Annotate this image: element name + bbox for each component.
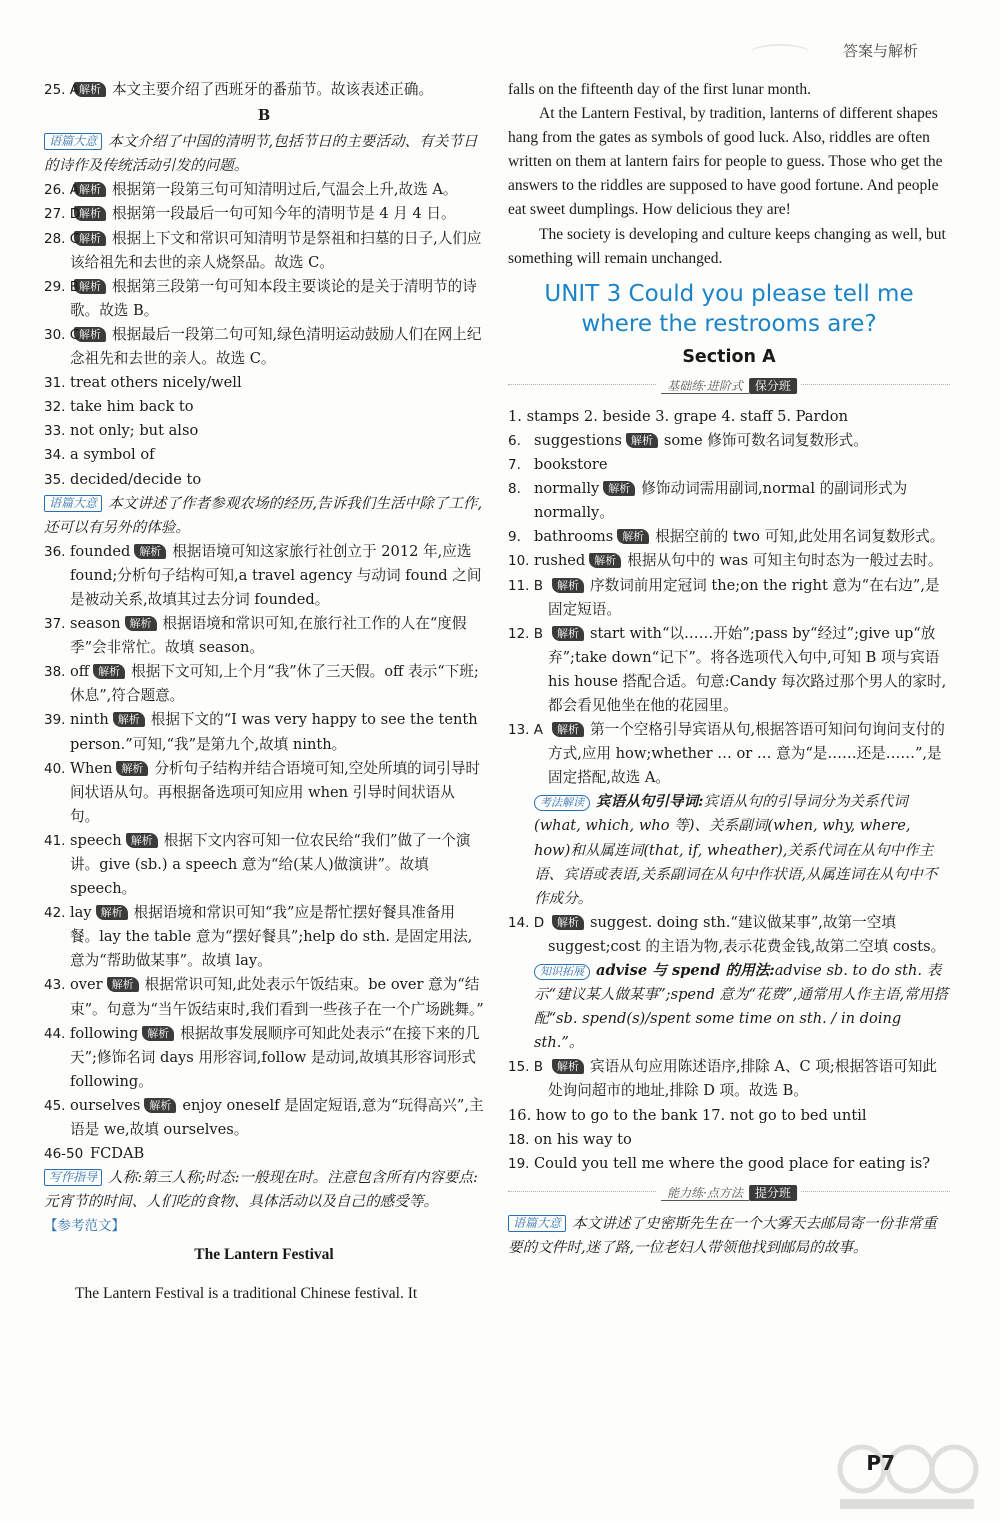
answer-37: 37. season 解析 根据语境和常识可知,在旅行社工作的人在“度假季”会非常忙。故填 season。 bbox=[44, 615, 467, 657]
summary-1: 语篇大意 本文介绍了中国的清明节,包括节日的主要活动、有关节日的诗作及传统活动引发的问题。 bbox=[44, 133, 478, 175]
right-column bbox=[508, 78, 950, 1260]
answer-41: 41. speech 解析 根据下文内容可知一位农民给“我们”做了一个演讲。give (sb.) a speech 意为“给(某人)做演讲”。故填 speech。 bbox=[44, 831, 471, 898]
answer-15: 15. B 解析 宾语从句应用陈述语序,排除 A、C 项;根据答语可知此处询问超市的地址,排除 D 项。故选 B。 bbox=[508, 1058, 938, 1100]
answer-32: 32. take him back to bbox=[44, 398, 194, 416]
answer-33: 33. not only; but also bbox=[44, 422, 199, 440]
answer-18: 18. on his way to bbox=[508, 1130, 632, 1148]
summary-right: 语篇大意 本文讲述了史密斯先生在一个大雾天去邮局寄一份非常重要的文件时,迷了路,一位老妇人带领他找到邮局的故事。 bbox=[508, 1214, 937, 1256]
answer-10: 10. rushed 解析 根据从句中的 was 可知主句时态为一般过去时。 bbox=[508, 552, 943, 570]
answer-36: 36. founded 解析 根据语境可知这家旅行社创立于 2012 年,应选 found;分析句子结构可知,a travel agency 与动词 found 之间是被动关系,故填其过去分词 founded。 bbox=[44, 542, 482, 608]
essay-continuation: falls on the fifteenth day of the first lunar month. bbox=[508, 81, 812, 98]
answer-27: 27. D 解析 根据第一段最后一句可知今年的清明节是 4 月 4 日。 bbox=[44, 205, 456, 223]
tip-advise-spend: 知识拓展 advise 与 spend 的用法:advise sb. to do sth. 表示“建议某人做某事”;spend 意为“花费”,通常用人作主语,常用搭配“sb. spend(s)/spent some time on sth. / in doing sth.”。 bbox=[534, 962, 948, 1052]
answer-42: 42. lay 解析 根据语境和常识可知“我”应是帮忙摆好餐具准备用餐。lay the table 意为“摆好餐具”;help do sth. 是固定用法,意为“帮助做某事”。故填 lay。 bbox=[44, 904, 473, 970]
tip-object-clause: 考法解读 宾语从句引导词:宾语从句的引导词分为关系代词(what, which, who 等)、关系副词(when, why, where, how)和从属连词(that, if, wheather),关系代词在从句中作主语、宾语或表语,关系副词在从句中作状语,从属连词在从句中不作成分。 bbox=[534, 793, 938, 907]
answer-25: 25. A 解析 本文主要介绍了西班牙的番茄节。故该表述正确。 bbox=[44, 81, 434, 98]
reference-label: 【参考范文】 bbox=[44, 1218, 125, 1235]
answer-26: 26. A 解析 根据第一段第三句可知清明过后,气温会上升,故选 A。 bbox=[44, 181, 458, 199]
band-basic: 基础练·进阶式 保分班 bbox=[508, 373, 950, 397]
section-heading: Section A bbox=[682, 346, 776, 367]
answer-43: 43. over 解析 根据常识可知,此处表示午饭结束。be over 意为“结束”。句意为“当午饭结束时,我们看到一些孩子在一个广场跳舞。” bbox=[44, 976, 484, 1018]
answer-31: 31. treat others nicely/well bbox=[44, 374, 242, 392]
writing-guide: 写作指导 人称:第三人称;时态:一般现在时。注意包含所有内容要点:元宵节的时间、人们吃的食物、具体活动以及自己的感受等。 bbox=[44, 1169, 478, 1211]
answer-7: 7. bookstore bbox=[508, 456, 608, 474]
essay-paragraph-1: The Lantern Festival is a traditional Chinese festival. It bbox=[75, 1285, 418, 1303]
left-column bbox=[44, 78, 484, 1306]
answers-1-5: 1. stamps 2. beside 3. grape 4. staff 5. Pardon bbox=[508, 407, 848, 425]
answer-29: 29. B 解析 根据第三段第一句可知本段主要谈论的是关于清明节的诗歌。故选 B。 bbox=[44, 277, 477, 319]
summary-2: 语篇大意 本文讲述了作者参观农场的经历,告诉我们生活中除了工作,还可以有另外的体验。 bbox=[44, 494, 483, 536]
answer-8: 8. normally 解析 修饰动词需用副词,normal 的副词形式为 normally。 bbox=[508, 480, 908, 522]
answer-6: 6. suggestions 解析 some 修饰可数名词复数形式。 bbox=[508, 431, 868, 449]
page-number: P7 bbox=[866, 1451, 895, 1475]
answer-38: 38. off 解析 根据下文可知,上个月“我”休了三天假。off 表示“下班;休息”,符合题意。 bbox=[44, 663, 479, 705]
answer-35: 35. decided/decide to bbox=[44, 470, 202, 488]
answer-30: 30. C 解析 根据最后一段第二句可知,绿色清明运动鼓励人们在网上纪念祖先和去世的亲人。故选 C。 bbox=[44, 325, 482, 368]
page-header: 答案与解析 bbox=[842, 42, 918, 60]
answer-11: 11. B 解析 序数词前用定冠词 the;on the right 意为“在右边”,是固定短语。 bbox=[508, 576, 940, 618]
answer-9: 9. bathrooms 解析 根据空前的 two 可知,此处用名词复数形式。 bbox=[508, 528, 945, 546]
answer-13: 13. A 解析 第一个空格引导宾语从句,根据答语可知问句询问支付的方式,应用 how;whether … or … 意为“是……还是……”,是固定搭配,故选 A。 bbox=[508, 721, 945, 787]
answer-40: 40. When 解析 分析句子结构并结合语境可知,空处所填的词引导时间状语从句。再根据备选项可知应用 when 引导时间状语从句。 bbox=[44, 759, 481, 825]
band-advanced: 能力练·点方法 提分班 bbox=[508, 1180, 950, 1204]
answer-45: 45. ourselves 解析 enjoy oneself 是固定短语,意为“玩得高兴”,主语是 we,故填 ourselves。 bbox=[44, 1096, 484, 1139]
answer-12: 12. B 解析 start with“以……开始”;pass by“经过”;give up“放弃”;take down“记下”。将各选项代入句中,可知 B 项与宾语 his house 搭配合适。句意:Candy 每次路过那个男人的家时,都会看见他坐在他的花园里。 bbox=[508, 624, 947, 714]
answer-19: 19. Could you tell me where the good place for eating is? bbox=[508, 1154, 931, 1172]
unit-title: UNIT 3 Could you please tell me where the restrooms are? bbox=[544, 280, 914, 337]
answer-34: 34. a symbol of bbox=[44, 446, 155, 464]
answer-14: 14. D 解析 suggest. doing sth.“建议做某事”,故第一空填 suggest;cost 的主语为物,表示花费金钱,故第二空填 costs。 bbox=[508, 913, 946, 955]
header-decoration bbox=[750, 44, 810, 62]
essay-paragraph-2: At the Lantern Festival, by tradition, lanterns of different shapes hang from the gates as symbols of good luck. Also, riddles are often written on them at lantern fairs for people to guess. Those who get the answers to the riddles are supposed to have good fortune. And people eat sweet dumplings. How delicious they are! bbox=[508, 105, 943, 219]
answer-46-50: 46-50 FCDAB bbox=[44, 1145, 145, 1163]
answer-44: 44. following 解析 根据故事发展顺序可知此处表示“在接下来的几天”;修饰名词 days 用形容词,follow 是动词,故填其形容词形式 following。 bbox=[44, 1024, 480, 1090]
section-b-heading: B bbox=[257, 107, 271, 125]
essay-title: The Lantern Festival bbox=[194, 1245, 334, 1263]
answer-28: 28. C 解析 根据上下文和常识可知清明节是祭祖和扫墓的日子,人们应该给祖先和去世的亲人烧祭品。故选 C。 bbox=[44, 229, 482, 271]
essay-paragraph-3: The society is developing and culture keeps changing as well, but something will remain unchanged. bbox=[508, 225, 946, 267]
analysis-label: 解析 bbox=[74, 82, 106, 97]
answer-39: 39. ninth 解析 根据下文的“I was very happy to see the tenth person.”可知,“我”是第九个,故填 ninth。 bbox=[44, 711, 478, 753]
watermark-icon bbox=[832, 1439, 982, 1515]
answers-16-17: 16. how to go to the bank 17. not go to bed until bbox=[508, 1106, 867, 1124]
